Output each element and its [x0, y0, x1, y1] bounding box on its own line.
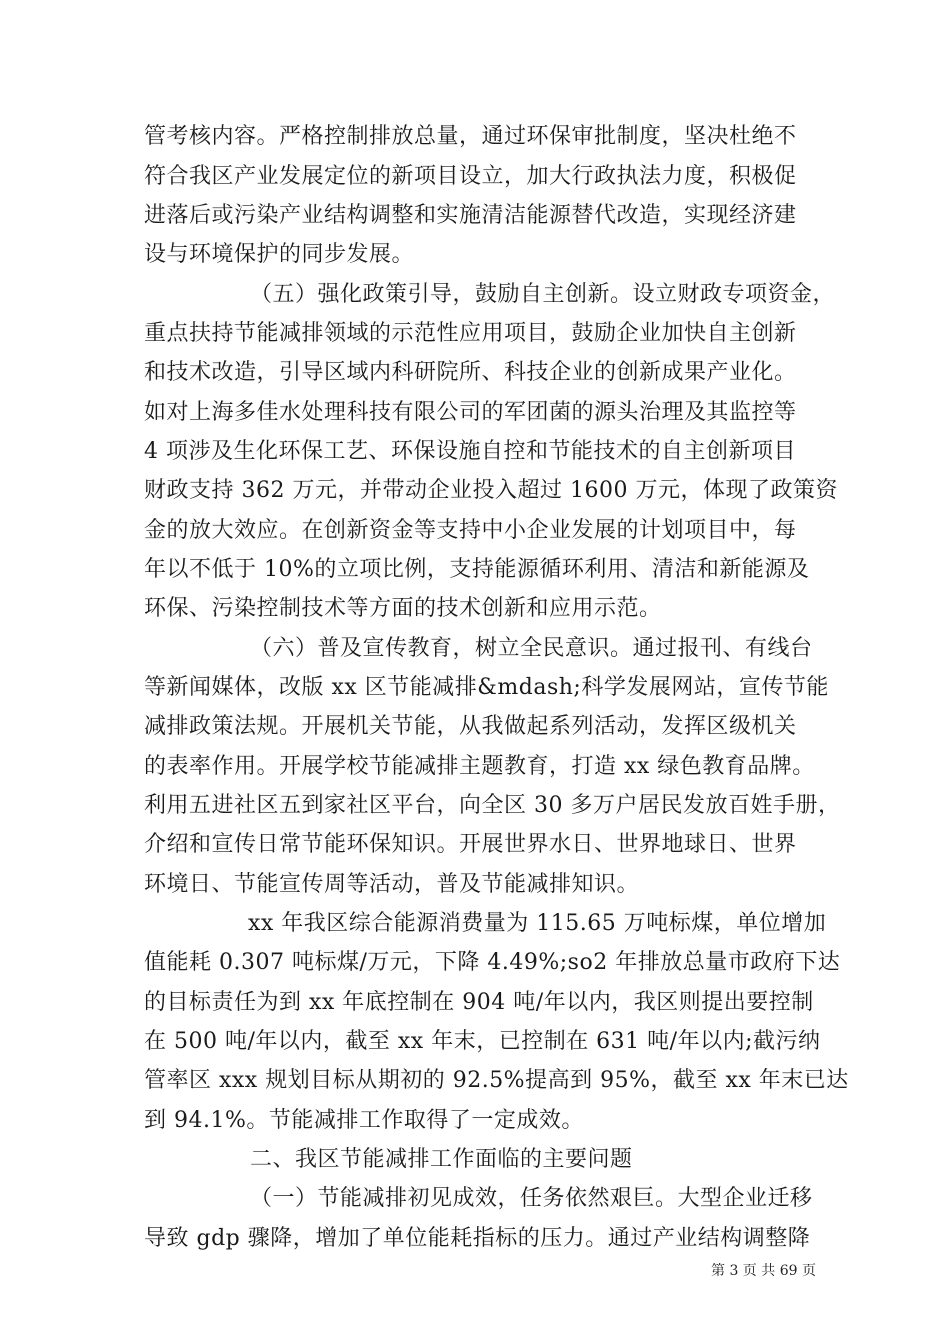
text-line: 金的放大效应。在创新资金等支持中小企业发展的计划项目中，每	[144, 518, 797, 543]
section-heading: 二、我区节能减排工作面临的主要问题	[250, 1147, 633, 1172]
text-line: 介绍和宣传日常节能环保知识。开展世界水日、世界地球日、世界	[144, 832, 797, 857]
page-number-footer: 第 3 页 共 69 页	[711, 1263, 816, 1279]
text-line: 环境日、节能宣传周等活动，普及节能减排知识。	[144, 872, 640, 897]
text-line: 管考核内容。严格控制排放总量，通过环保审批制度，坚决杜绝不	[144, 124, 797, 149]
text-line: 的表率作用。开展学校节能减排主题教育，打造 xx 绿色教育品牌。	[144, 754, 815, 779]
text-line: 值能耗 0.307 吨标煤/万元，下降 4.49%;so2 年排放总量市政府下达	[144, 950, 841, 975]
text-line: 年以不低于 10%的立项比例，支持能源循环利用、清洁和新能源及	[144, 557, 810, 582]
text-line: 导致 gdp 骤降，增加了单位能耗指标的压力。通过产业结构调整降	[144, 1226, 811, 1251]
text-line: 等新闻媒体，改版 xx 区节能减排&mdash;科学发展网站，宣传节能	[144, 675, 829, 700]
paragraph-start: xx 年我区综合能源消费量为 115.65 万吨标煤，单位增加	[248, 911, 827, 936]
text-line: 到 94.1%。节能减排工作取得了一定成效。	[144, 1108, 584, 1133]
paragraph-heading-5: （五）强化政策引导，鼓励自主创新。设立财政专项资金，	[250, 282, 836, 307]
text-line: 如对上海多佳水处理科技有限公司的军团菌的源头治理及其监控等	[144, 400, 797, 425]
text-line: 财政支持 362 万元，并带动企业投入超过 1600 万元，体现了政策资	[144, 478, 838, 503]
text-line: 利用五进社区五到家社区平台，向全区 30 多万户居民发放百姓手册，	[144, 793, 841, 818]
text-line: 符合我区产业发展定位的新项目设立，加大行政执法力度，积极促	[144, 164, 797, 189]
text-line: 管率区 xxx 规划目标从期初的 92.5%提高到 95%，截至 xx 年末已达	[144, 1068, 849, 1093]
paragraph-heading-1: （一）节能减排初见成效，任务依然艰巨。大型企业迁移	[250, 1186, 813, 1211]
text-line: 减排政策法规。开展机关节能，从我做起系列活动，发挥区级机关	[144, 714, 797, 739]
text-line: 设与环境保护的同步发展。	[144, 242, 415, 267]
paragraph-heading-6: （六）普及宣传教育，树立全民意识。通过报刊、有线台	[250, 636, 813, 661]
text-line: 的目标责任为到 xx 年底控制在 904 吨/年以内，我区则提出要控制	[144, 990, 814, 1015]
text-line: 重点扶持节能减排领域的示范性应用项目，鼓励企业加快自主创新	[144, 321, 797, 346]
text-line: 4 项涉及生化环保工艺、环保设施自控和节能技术的自主创新项目	[144, 439, 796, 464]
text-line: 在 500 吨/年以内，截至 xx 年末，已控制在 631 吨/年以内;截污纳	[144, 1029, 821, 1054]
text-line: 环保、污染控制技术等方面的技术创新和应用示范。	[144, 596, 662, 621]
text-line: 和技术改造，引导区域内科研院所、科技企业的创新成果产业化。	[144, 360, 797, 385]
text-line: 进落后或污染产业结构调整和实施清洁能源替代改造，实现经济建	[144, 203, 797, 228]
